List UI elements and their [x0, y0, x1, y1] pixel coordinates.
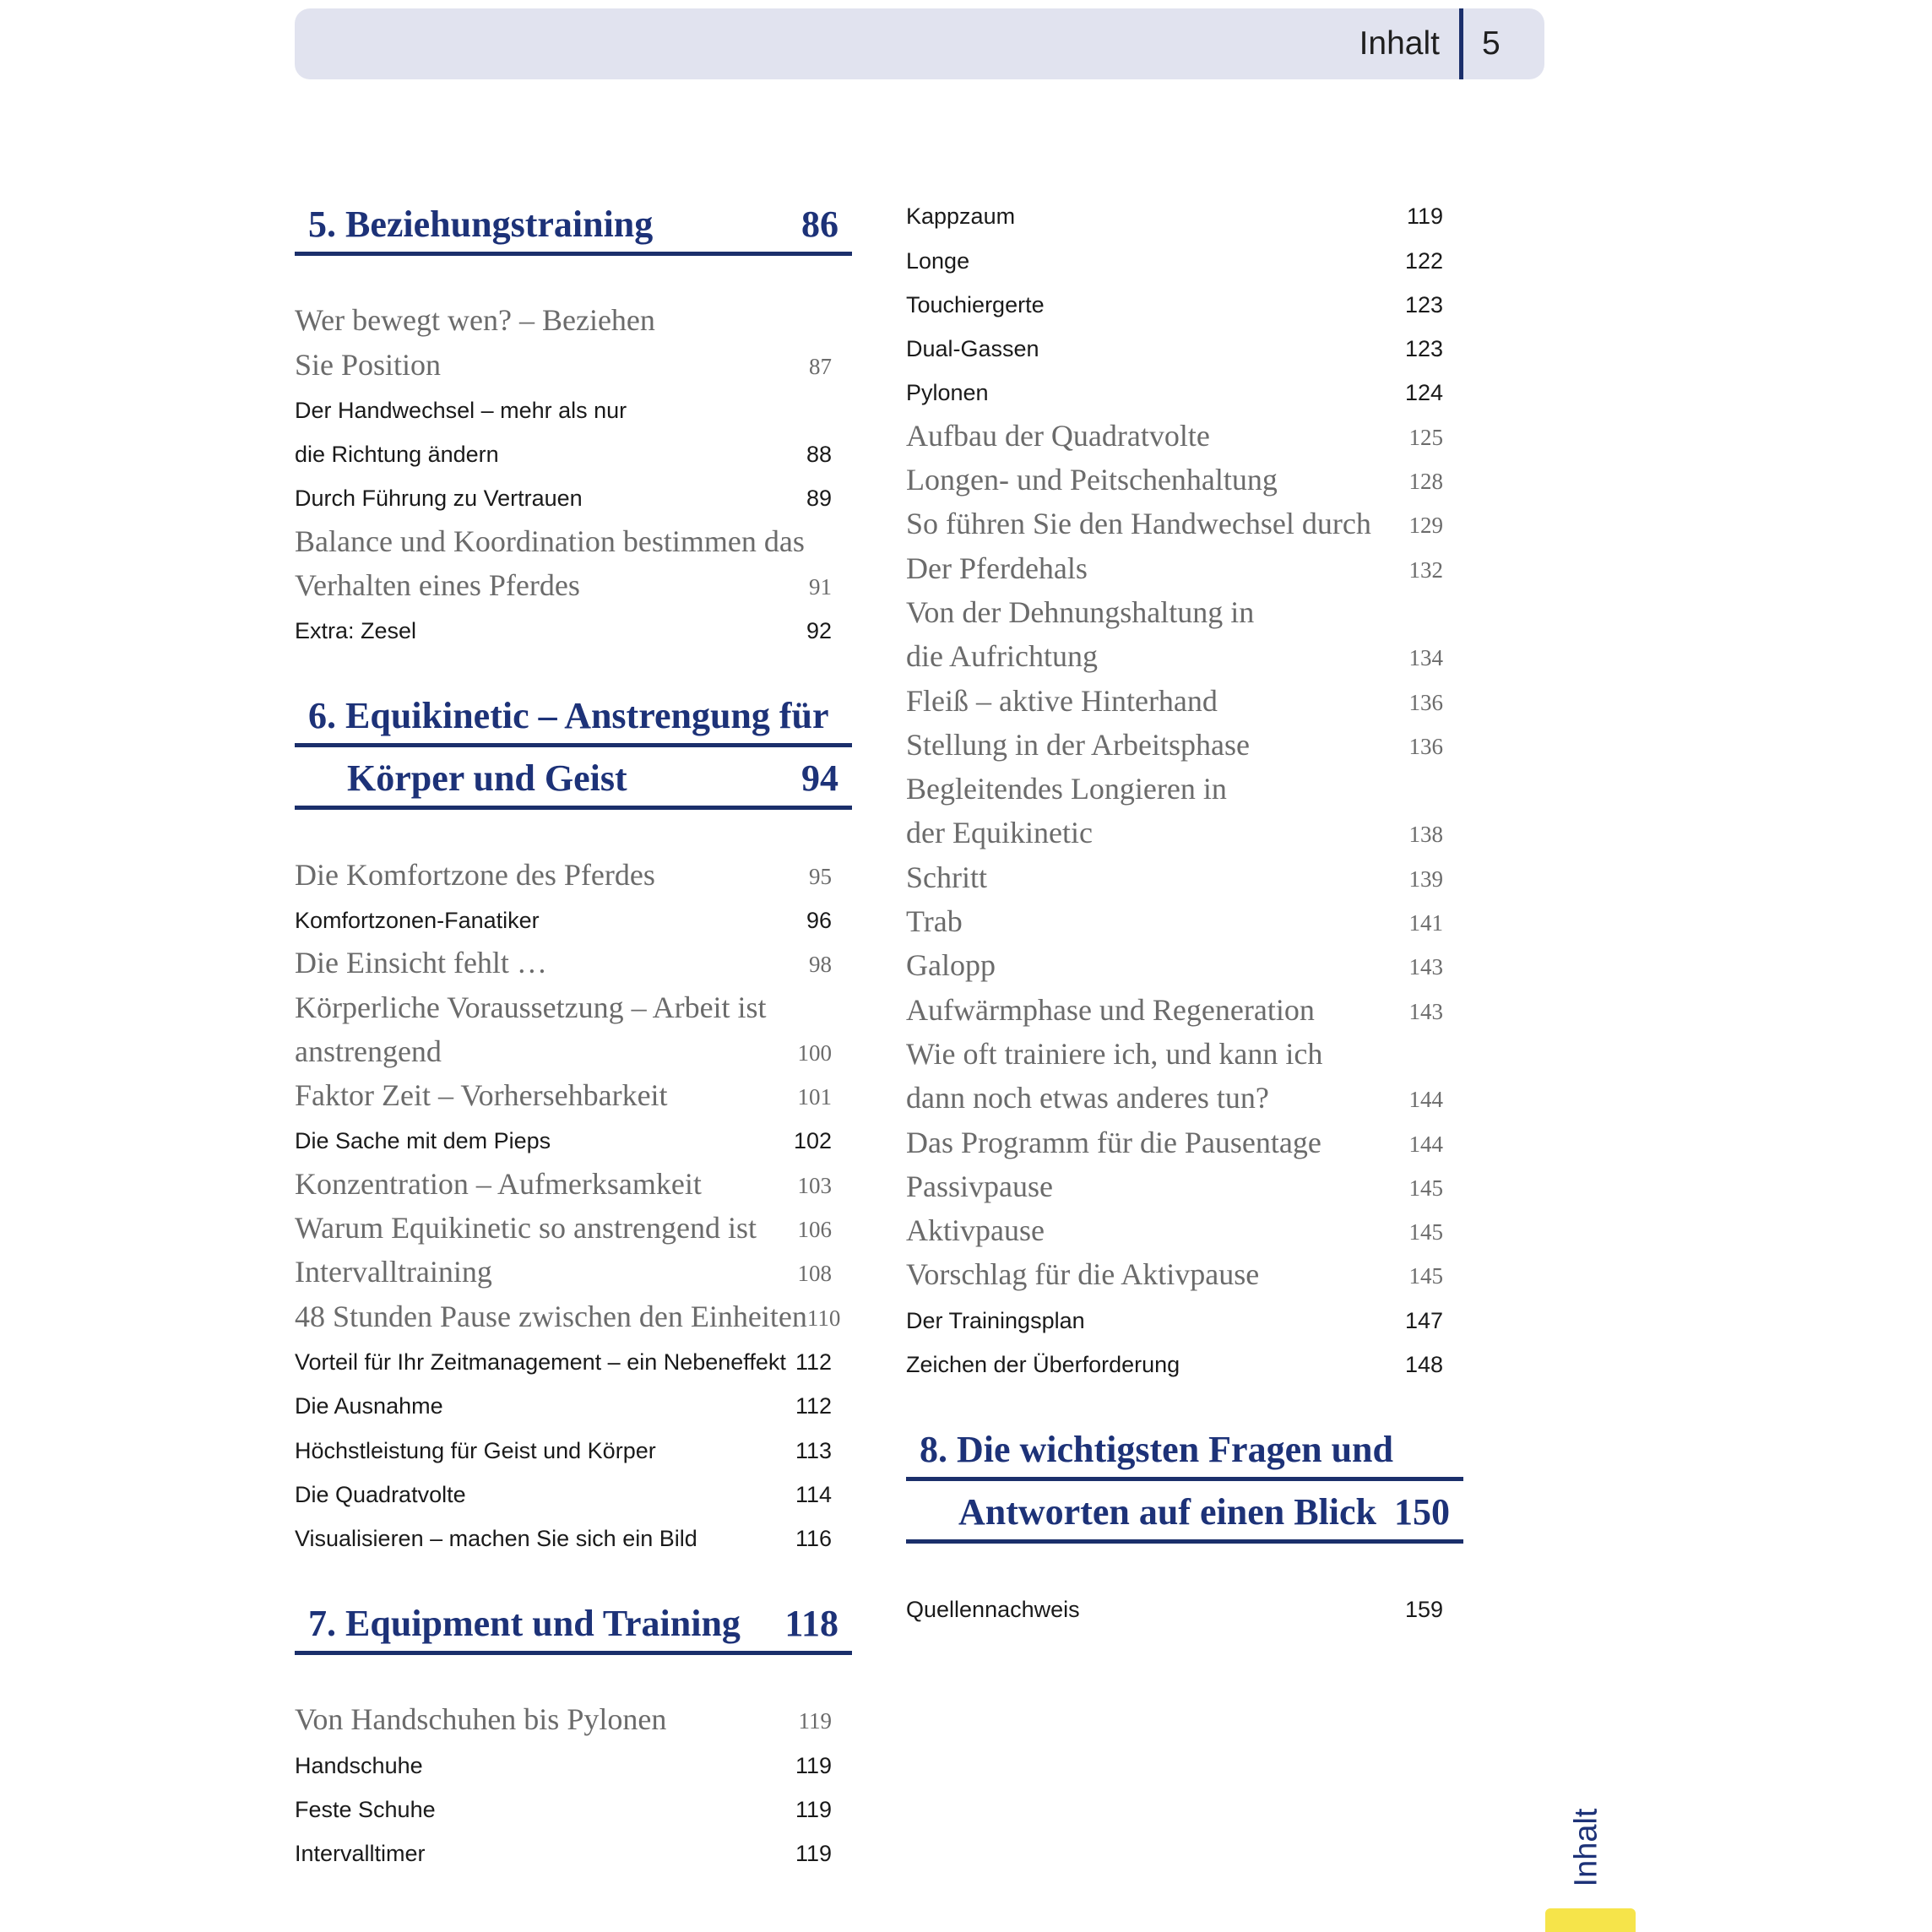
toc-entry-page: 141 [1408, 910, 1443, 936]
toc-entry[interactable] [906, 719, 1463, 763]
toc-entry[interactable] [295, 893, 852, 937]
toc-entry-title: Die Sache mit dem Pieps [295, 1128, 551, 1154]
toc-entry-page: 132 [1408, 556, 1443, 583]
toc-entry-title: Verhalten eines Pferdes [295, 568, 580, 603]
toc-entry[interactable] [906, 498, 1463, 542]
toc-entry-title: dann noch etwas anderes tun? [906, 1081, 1269, 1115]
toc-entry-page: 110 [806, 1305, 841, 1331]
toc-entry-title: Passivpause [906, 1169, 1053, 1203]
toc-entry-page: 125 [1408, 424, 1443, 450]
toc-entry-title: Handschuhe [295, 1752, 423, 1778]
toc-entry-page: 143 [1408, 954, 1443, 980]
toc-entry[interactable] [295, 1511, 852, 1555]
toc-entry-title: Der Handwechsel – mehr als nur [295, 397, 627, 423]
toc-entry-title: Von Handschuhen bis Pylonen [295, 1702, 667, 1737]
toc-entry-title: Höchstleistung für Geist und Körper [295, 1437, 656, 1463]
toc-entry-page: 124 [1404, 380, 1443, 406]
toc-entry[interactable] [906, 410, 1463, 453]
toc-entry-page: 114 [795, 1481, 832, 1507]
toc-entry[interactable] [906, 1072, 1463, 1116]
toc-entry[interactable] [906, 278, 1463, 322]
toc-entry-title: Visualisieren – machen Sie sich ein Bild [295, 1526, 697, 1552]
toc-entry-page: 129 [1408, 513, 1443, 539]
toc-entry-title: Die Komfortzone des Pferdes [295, 857, 655, 892]
toc-entry[interactable] [906, 189, 1463, 233]
toc-entry-title: Komfortzonen-Fanatiker [295, 907, 540, 933]
toc-entry-title: Intervalltimer [295, 1841, 426, 1867]
toc-entry-title: Begleitendes Longieren in [906, 772, 1227, 806]
toc-entry-page: 144 [1408, 1087, 1443, 1113]
toc-entry-title: Trab [906, 904, 963, 939]
toc-entry-page: 106 [797, 1217, 832, 1243]
chapter-title: 6. Equikinetic – Anstrengung für [308, 695, 829, 737]
toc-entry-page: 87 [809, 353, 832, 379]
toc-entry[interactable] [906, 807, 1463, 851]
toc-entry-title: Das Programm für die Pausentage [906, 1125, 1321, 1159]
toc-entry[interactable] [295, 1158, 852, 1202]
toc-entry-page: 119 [795, 1752, 832, 1778]
chapter-page: 94 [801, 757, 838, 800]
toc-entry[interactable] [906, 940, 1463, 984]
toc-entry-page: 88 [806, 442, 832, 468]
chapter-title: Körper und Geist [347, 757, 627, 800]
toc-entry-title: Pylonen [906, 380, 989, 406]
toc-entry-title: anstrengend [295, 1034, 442, 1068]
toc-entry-title: Kappzaum [906, 204, 1016, 230]
toc-entry-title: Intervalltraining [295, 1255, 492, 1289]
toc-entry-title: Sie Position [295, 347, 442, 382]
toc-entry[interactable] [295, 1826, 852, 1870]
toc-entry-title: Longen- und Peitschenhaltung [906, 463, 1278, 497]
toc-entry-page: 122 [1404, 247, 1443, 274]
toc-entry-title: Der Trainingsplan [906, 1307, 1085, 1333]
toc-entry[interactable] [295, 1290, 852, 1334]
toc-entry-page: 136 [1408, 733, 1443, 759]
chapter-heading[interactable] [295, 688, 852, 747]
toc-left-column [295, 197, 852, 1911]
toc-entry[interactable] [906, 1116, 1463, 1160]
toc-entry-title: Aufwärmphase und Regeneration [906, 992, 1315, 1027]
toc-entry[interactable] [295, 471, 852, 515]
side-tab-label [1566, 1805, 1608, 1890]
toc-entry[interactable] [295, 604, 852, 648]
toc-entry[interactable] [906, 454, 1463, 498]
toc-entry-title: Faktor Zeit – Vorhersehbarkeit [295, 1078, 668, 1113]
toc-entry-title: Körperliche Voraussetzung – Arbeit ist [295, 990, 767, 1024]
toc-entry-page: 136 [1408, 689, 1443, 715]
toc-entry-page: 143 [1408, 998, 1443, 1024]
side-tab-text: Inhalt [1568, 1808, 1604, 1887]
toc-entry[interactable] [295, 937, 852, 981]
toc-entry[interactable] [295, 1738, 852, 1782]
toc-entry-page: 148 [1404, 1352, 1443, 1378]
toc-entry-title: Wer bewegt wen? – Beziehen [295, 303, 655, 338]
toc-entry[interactable] [906, 1293, 1463, 1337]
toc-entry-title: Stellung in der Arbeitsphase [906, 727, 1250, 762]
toc-entry-page: 123 [1404, 291, 1443, 317]
toc-entry[interactable] [295, 1246, 852, 1290]
toc-entry-page: 112 [795, 1393, 832, 1419]
toc-right-column [906, 189, 1463, 1667]
toc-entry[interactable] [906, 1161, 1463, 1205]
toc-entry-title: Schritt [906, 860, 987, 894]
toc-entry-title: Longe [906, 247, 970, 274]
toc-entry-page: 96 [806, 907, 832, 933]
chapter-title: Antworten auf einen Blick [958, 1491, 1376, 1533]
chapter-heading[interactable] [906, 1422, 1463, 1481]
toc-entry-title: Die Ausnahme [295, 1393, 443, 1419]
toc-entry-page: 138 [1408, 822, 1443, 848]
toc-chapter [295, 197, 852, 648]
toc-entry[interactable] [906, 1028, 1463, 1072]
toc-entry-title: Extra: Zesel [295, 618, 417, 644]
chapter-title: 7. Equipment und Training [308, 1603, 741, 1645]
header-divider [1459, 8, 1463, 79]
toc-entry-page: 128 [1408, 469, 1443, 495]
toc-entry-page: 159 [1404, 1597, 1443, 1623]
toc-entry[interactable] [906, 542, 1463, 586]
toc-entry[interactable] [295, 427, 852, 471]
toc-entry[interactable] [295, 1379, 852, 1423]
toc-entry-title: Die Quadratvolte [295, 1481, 466, 1507]
toc-entry-page: 123 [1404, 336, 1443, 362]
toc-entry-page: 116 [795, 1526, 832, 1552]
toc-entry-page: 95 [809, 863, 832, 889]
toc-entry[interactable] [906, 1582, 1463, 1626]
toc-entry-page: 98 [809, 952, 832, 978]
toc-entry[interactable] [295, 1783, 852, 1826]
toc-entry-title: Der Pferdehals [906, 551, 1088, 585]
toc-entry-page: 101 [797, 1084, 832, 1110]
header-page-number: 5 [1482, 25, 1501, 62]
header-title: Inhalt [1359, 25, 1440, 62]
toc-entry[interactable] [295, 1114, 852, 1158]
toc-entry[interactable] [906, 1249, 1463, 1293]
toc-entry[interactable] [906, 675, 1463, 719]
toc-entry-title: Balance und Koordination bestimmen das [295, 524, 805, 558]
chapter-heading[interactable] [295, 751, 852, 810]
toc-entry-title: Touchiergerte [906, 291, 1045, 317]
toc-entry-page: 147 [1404, 1307, 1443, 1333]
toc-entry[interactable] [295, 1070, 852, 1114]
toc-entry-title: Aufbau der Quadratvolte [906, 418, 1210, 453]
side-tab-marker [1545, 1908, 1636, 1932]
toc-entry-title: Warum Equikinetic so anstrengend ist [295, 1211, 757, 1245]
toc-entry[interactable] [295, 1202, 852, 1246]
toc-entry[interactable] [295, 849, 852, 893]
toc-entry[interactable] [906, 587, 1463, 631]
toc-entry[interactable] [906, 1338, 1463, 1381]
toc-entry-page: 134 [1408, 645, 1443, 671]
toc-entry-page: 145 [1408, 1175, 1443, 1201]
chapter-title: 5. Beziehungstraining [308, 204, 654, 245]
toc-entry[interactable] [295, 1423, 852, 1467]
chapter-page: 86 [801, 204, 838, 245]
toc-entry[interactable] [295, 295, 852, 339]
toc-chapter [906, 1422, 1463, 1626]
toc-entry[interactable] [295, 1026, 852, 1070]
toc-entry-title: Feste Schuhe [295, 1797, 436, 1823]
toc-entry-title: Wie oft trainiere ich, und kann ich [906, 1036, 1323, 1071]
toc-entry-title: Galopp [906, 948, 996, 983]
toc-chapter [295, 1596, 852, 1870]
toc-entry-title: Fleiß – aktive Hinterhand [906, 683, 1218, 718]
chapter-page: 150 [1394, 1491, 1450, 1533]
toc-entry[interactable] [906, 763, 1463, 807]
toc-entry-page: 102 [793, 1128, 832, 1154]
toc-entry[interactable] [906, 984, 1463, 1028]
toc-entry-title: die Aufrichtung [906, 639, 1098, 674]
toc-entry[interactable] [295, 1694, 852, 1738]
toc-entry-page: 145 [1408, 1263, 1443, 1289]
toc-entry-page: 119 [795, 1841, 832, 1867]
toc-entry[interactable] [295, 1335, 852, 1379]
toc-entry-page: 100 [797, 1039, 832, 1066]
toc-entry-title: Durch Führung zu Vertrauen [295, 486, 583, 512]
toc-entry[interactable] [906, 1205, 1463, 1249]
toc-entry[interactable] [906, 233, 1463, 277]
toc-entry-title: Vorteil für Ihr Zeitmanagement – ein Nebeneffekt [295, 1349, 786, 1375]
toc-entry-page: 92 [806, 618, 832, 644]
toc-entry-page: 103 [797, 1172, 832, 1198]
toc-entry-title: Die Einsicht fehlt … [295, 946, 547, 980]
toc-entry[interactable] [295, 981, 852, 1025]
toc-entry[interactable] [295, 383, 852, 427]
toc-entry-page: 139 [1408, 866, 1443, 892]
toc-entry-title: Zeichen der Überforderung [906, 1352, 1180, 1378]
toc-entry-page: 144 [1408, 1131, 1443, 1157]
toc-entry-title: Vorschlag für die Aktivpause [906, 1257, 1260, 1292]
toc-entry[interactable] [295, 1468, 852, 1511]
toc-entry[interactable] [906, 896, 1463, 940]
toc-entry[interactable] [906, 322, 1463, 366]
chapter-heading[interactable] [906, 1484, 1463, 1544]
toc-entry[interactable] [906, 631, 1463, 675]
toc-entry-title: der Equikinetic [906, 816, 1093, 850]
toc-entry-title: Konzentration – Aufmerksamkeit [295, 1166, 702, 1201]
toc-chapter [295, 688, 852, 1555]
toc-entry-page: 108 [797, 1261, 832, 1287]
toc-entry-title: So führen Sie den Handwechsel durch [906, 507, 1371, 541]
toc-entry-title: die Richtung ändern [295, 442, 499, 468]
toc-entry-title: Quellennachweis [906, 1597, 1080, 1623]
toc-entry[interactable] [295, 560, 852, 604]
chapter-page: 118 [784, 1603, 838, 1645]
toc-entry-title: Aktivpause [906, 1213, 1045, 1248]
toc-entry-title: 48 Stunden Pause zwischen den Einheiten [295, 1299, 807, 1333]
toc-entry-page: 119 [798, 1708, 832, 1734]
chapter-title: 8. Die wichtigsten Fragen und [920, 1429, 1393, 1471]
toc-entry-page: 145 [1408, 1219, 1443, 1245]
chapter-heading[interactable] [295, 1596, 852, 1655]
toc-entry-page: 119 [795, 1797, 832, 1823]
toc-entry-page: 119 [1406, 204, 1443, 230]
toc-entry[interactable] [906, 366, 1463, 410]
toc-entry[interactable] [295, 339, 852, 383]
toc-entry-page: 112 [795, 1349, 832, 1375]
toc-entry[interactable] [906, 851, 1463, 895]
toc-entry-title: Von der Dehnungshaltung in [906, 594, 1255, 629]
toc-entry-page: 89 [806, 486, 832, 512]
toc-entry-title: Dual-Gassen [906, 336, 1039, 362]
toc-entry-page: 113 [795, 1437, 832, 1463]
toc-entry-page: 91 [809, 574, 832, 600]
toc-entry[interactable] [295, 515, 852, 559]
toc-chapter [906, 189, 1463, 1381]
chapter-heading[interactable] [295, 197, 852, 256]
